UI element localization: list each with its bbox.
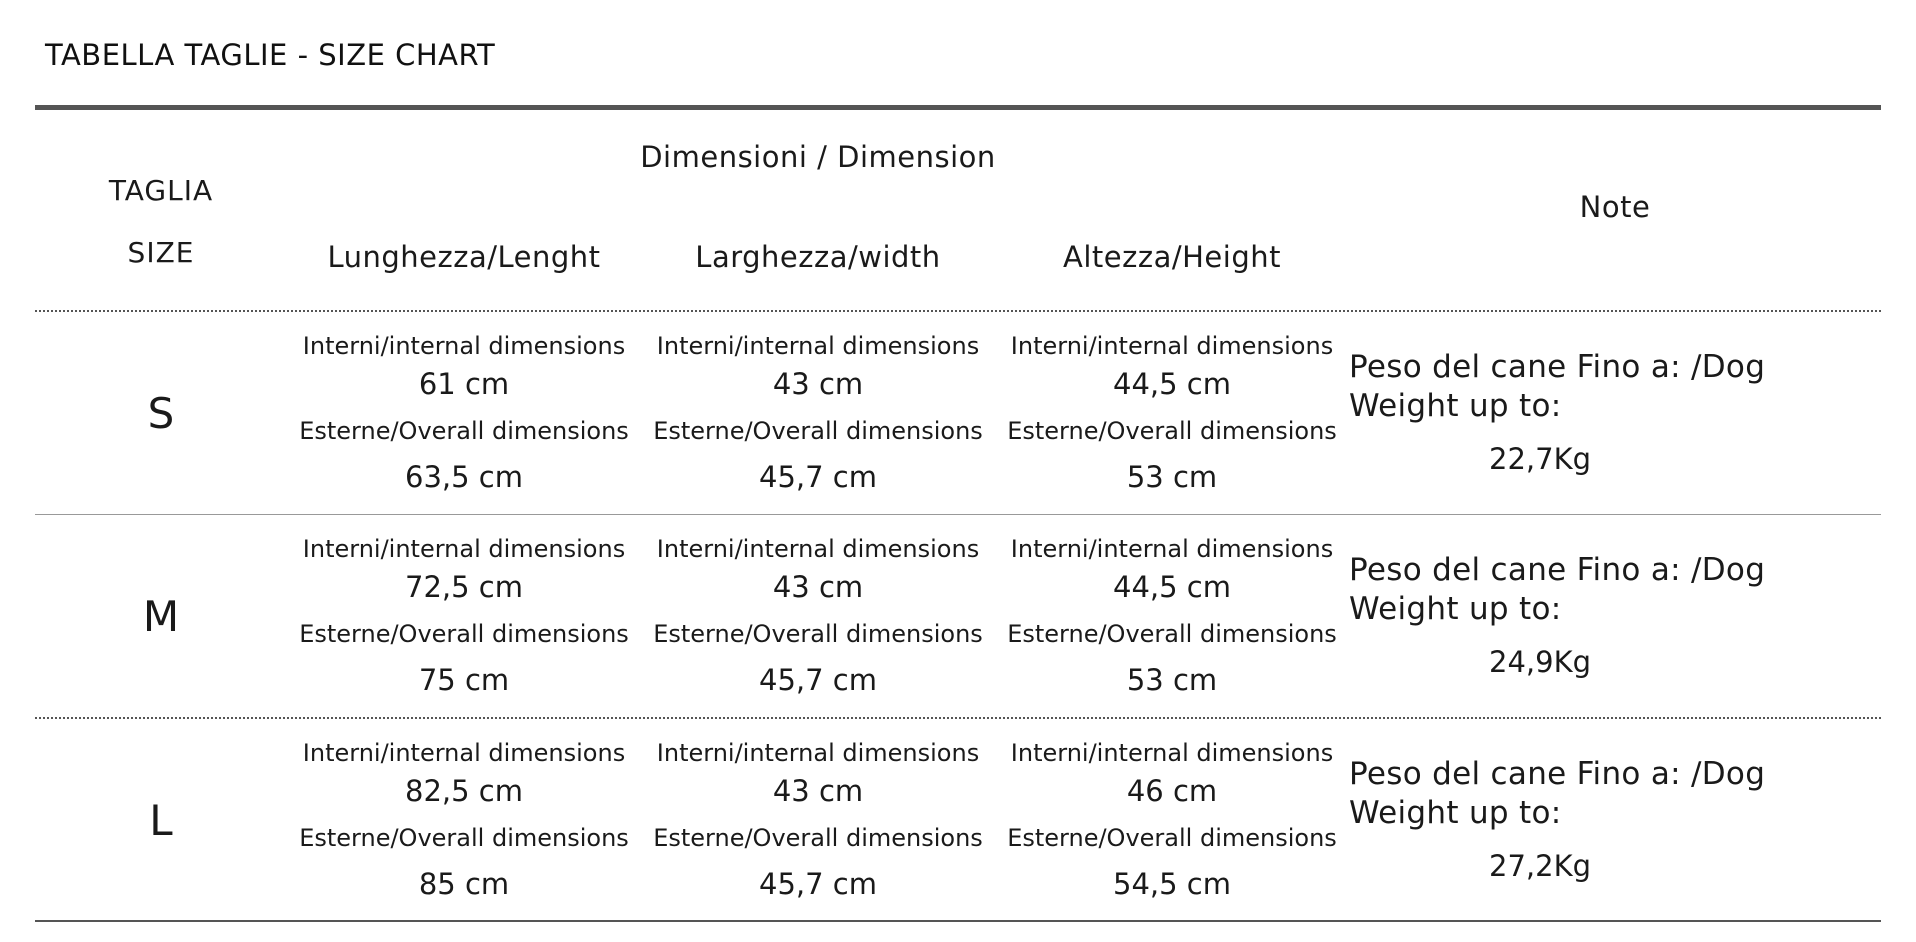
internal-label: Interni/internal dimensions [1010,535,1334,563]
overall-value: 63,5 cm [405,460,523,494]
overall-value: 45,7 cm [759,663,877,697]
overall-label: Esterne/Overall dimensions [653,620,983,648]
size-cell: M [142,592,180,641]
table-row [35,719,1881,922]
size-cell: S [147,389,175,438]
internal-label: Interni/internal dimensions [302,535,626,563]
size-header-english: SIZE [127,236,195,269]
note-cell [1349,719,1881,922]
width-cell [641,312,995,515]
overall-label: Esterne/Overall dimensions [653,824,983,852]
internal-label: Interni/internal dimensions [656,332,980,360]
internal-label: Interni/internal dimensions [656,739,980,767]
length-cell [287,312,641,515]
length-cell [287,515,641,718]
overall-value: 45,7 cm [759,867,877,901]
length-cell [287,719,641,922]
overall-value: 53 cm [1126,663,1218,697]
internal-label: Interni/internal dimensions [1010,332,1334,360]
internal-value: 44,5 cm [1113,367,1231,401]
internal-value: 43 cm [772,367,864,401]
note-cell [1349,312,1881,515]
page-title: TABELLA TAGLIE - SIZE CHART [45,38,496,72]
internal-value: 46 cm [1126,774,1218,808]
width-cell [641,515,995,718]
note-value: 24,9Kg [1489,645,1591,679]
size-header-italian: TAGLIA [108,174,214,207]
note-value: 27,2Kg [1489,849,1591,883]
note-value-wrap [1349,442,1881,476]
overall-value: 45,7 cm [759,460,877,494]
note-value-wrap [1349,645,1881,679]
overall-value: 85 cm [418,867,510,901]
note-value-wrap [1349,849,1881,883]
overall-label: Esterne/Overall dimensions [1007,417,1337,445]
height-cell [995,719,1349,922]
overall-label: Esterne/Overall dimensions [299,824,629,852]
internal-label: Interni/internal dimensions [302,739,626,767]
internal-label: Interni/internal dimensions [302,332,626,360]
height-cell [995,312,1349,515]
table-header [35,110,1881,310]
internal-value: 72,5 cm [405,570,523,604]
overall-label: Esterne/Overall dimensions [299,620,629,648]
internal-value: 43 cm [772,570,864,604]
note-text: Peso del cane Fino a: /Dog Weight up to: [1349,349,1766,424]
overall-value: 54,5 cm [1113,867,1231,901]
height-column-header: Altezza/Height [1063,240,1281,274]
note-column-header: Note [1579,190,1651,224]
overall-label: Esterne/Overall dimensions [1007,824,1337,852]
overall-label: Esterne/Overall dimensions [299,417,629,445]
internal-value: 44,5 cm [1113,570,1231,604]
note-text: Peso del cane Fino a: /Dog Weight up to: [1349,552,1766,627]
internal-label: Interni/internal dimensions [1010,739,1334,767]
overall-value: 53 cm [1126,460,1218,494]
length-column-header: Lunghezza/Lenght [327,240,601,274]
overall-label: Esterne/Overall dimensions [653,417,983,445]
table-bottom-rule [35,920,1881,922]
internal-label: Interni/internal dimensions [656,535,980,563]
internal-value: 43 cm [772,774,864,808]
width-column-header: Larghezza/width [695,240,941,274]
internal-value: 61 cm [418,367,510,401]
overall-value: 75 cm [418,663,510,697]
size-cell: L [149,796,173,845]
note-text: Peso del cane Fino a: /Dog Weight up to: [1349,756,1766,831]
width-cell [641,719,995,922]
table-row [35,515,1881,718]
note-cell [1349,515,1881,718]
table-row [35,312,1881,515]
height-cell [995,515,1349,718]
overall-label: Esterne/Overall dimensions [1007,620,1337,648]
size-column-header [35,160,287,284]
note-value: 22,7Kg [1489,442,1591,476]
dimension-group-header: Dimensioni / Dimension [640,140,996,174]
internal-value: 82,5 cm [405,774,523,808]
